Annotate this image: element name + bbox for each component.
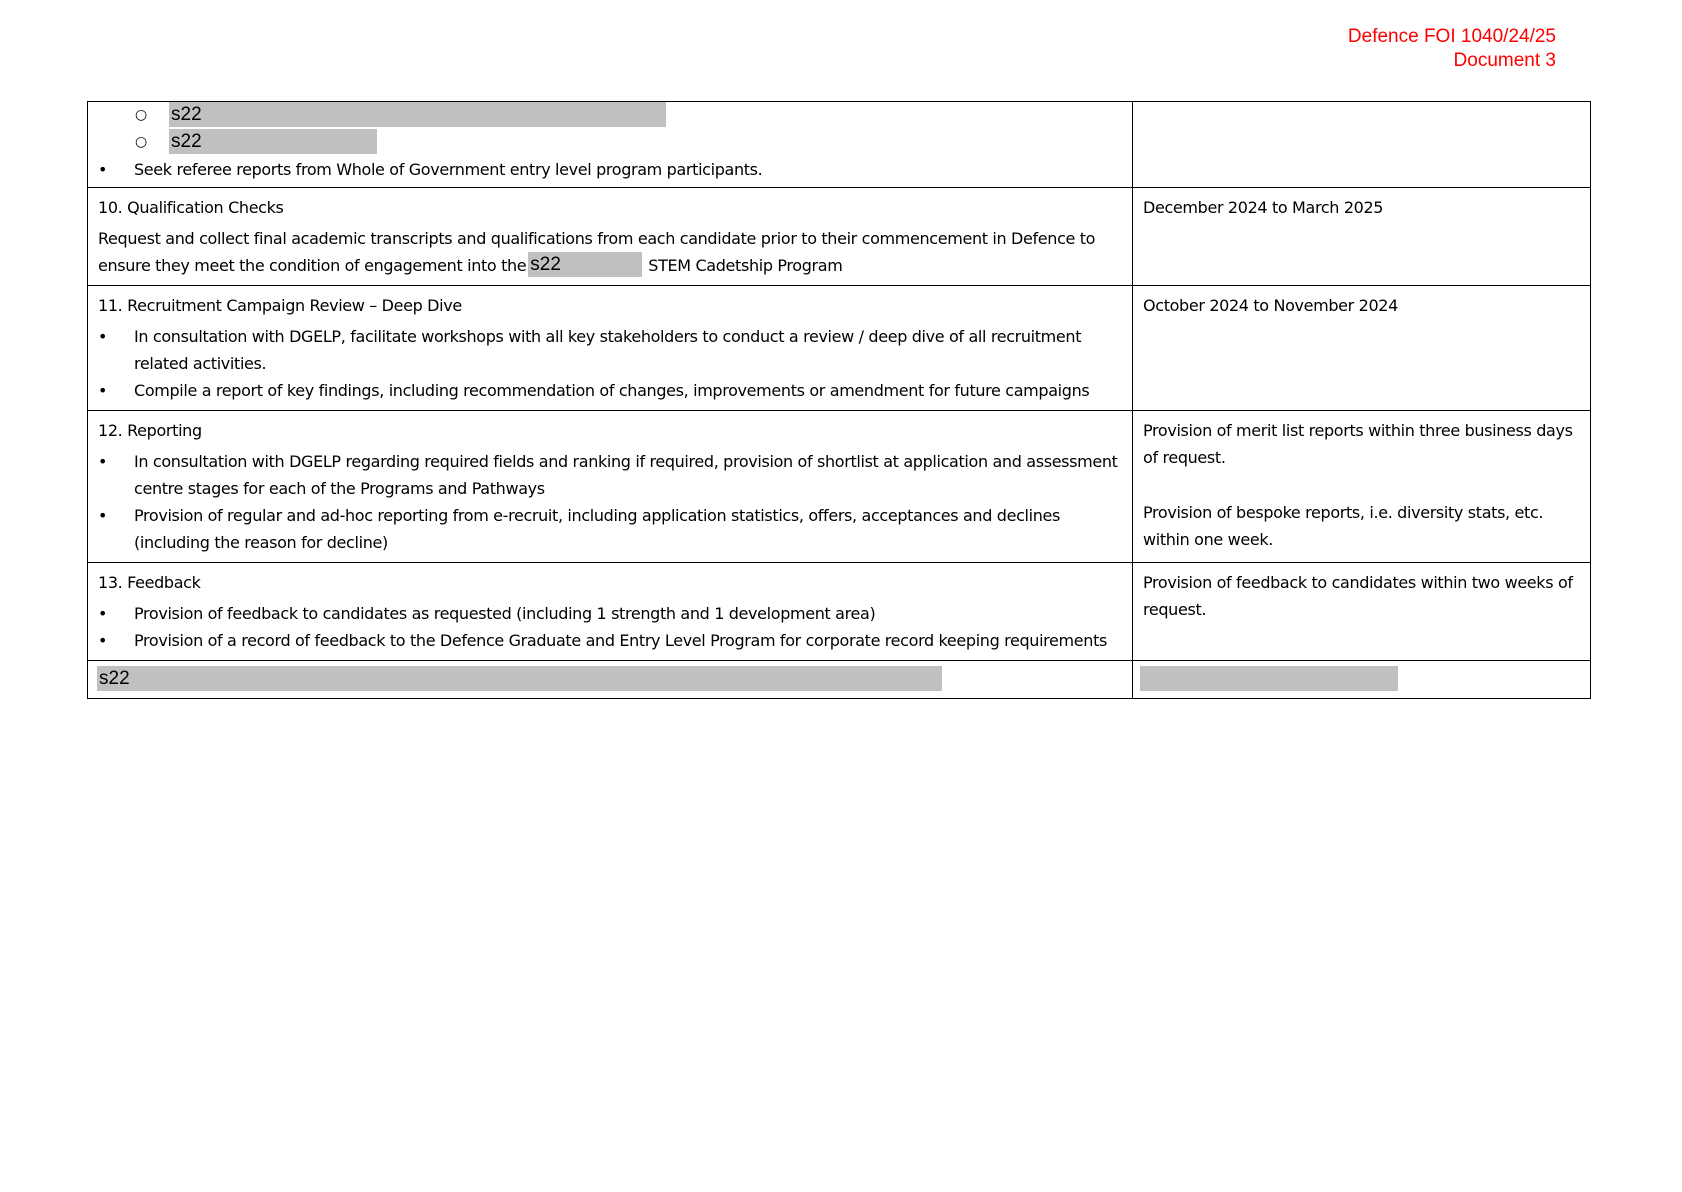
bullet-list bbox=[98, 448, 1122, 556]
timeframe-cell bbox=[1133, 411, 1591, 563]
timeframe-cell bbox=[1133, 188, 1591, 286]
table-row bbox=[88, 661, 1591, 699]
activity-title: 11. Recruitment Campaign Review – Deep Dive bbox=[98, 296, 462, 315]
spacer bbox=[1143, 471, 1580, 499]
timeframe-cell bbox=[1133, 563, 1591, 661]
timeframe-text: December 2024 to March 2025 bbox=[1143, 198, 1384, 217]
list-item: • Compile a report of key findings, including recommendation of changes, improvements or amendment for future campaigns bbox=[98, 377, 1122, 404]
timeframe-cell bbox=[1133, 661, 1591, 699]
foi-reference: Defence FOI 1040/24/25 bbox=[1347, 26, 1556, 47]
activity-cell bbox=[88, 286, 1133, 411]
document-number: Document 3 bbox=[1453, 50, 1556, 71]
activity-title: 12. Reporting bbox=[98, 421, 202, 440]
list-item: • In consultation with DGELP, facilitate workshops with all key stakeholders to conduct a review / deep dive of all recruitment related activities. bbox=[98, 323, 1122, 377]
description-text-end: STEM Cadetship Program bbox=[648, 256, 843, 275]
activity-cell bbox=[88, 411, 1133, 563]
bullet-list bbox=[98, 323, 1122, 404]
timeframe-text: Provision of feedback to candidates within two weeks of request. bbox=[1143, 573, 1573, 619]
deliverables-table bbox=[87, 101, 1591, 699]
activity-cell bbox=[88, 661, 1133, 699]
activity-title: 13. Feedback bbox=[98, 573, 201, 592]
sub-list bbox=[98, 102, 1122, 156]
description-text: Request and collect final academic transcripts and qualifications from each candidate prior to their commencement in Defence to ensure they meet the condition of engagement into the bbox=[98, 229, 1096, 275]
list-item: • Seek referee reports from Whole of Government entry level program participants. bbox=[98, 156, 1122, 183]
redaction-box: s22 bbox=[97, 666, 942, 691]
timeframe-text: Provision of merit list reports within three business days of request. bbox=[1143, 421, 1573, 467]
activity-description bbox=[98, 225, 1122, 279]
circle-bullet-icon: ○ bbox=[135, 107, 147, 123]
table-row bbox=[88, 286, 1591, 411]
activity-title: 10. Qualification Checks bbox=[98, 198, 284, 217]
list-item bbox=[98, 102, 1122, 129]
activity-cell bbox=[88, 563, 1133, 661]
list-item: • In consultation with DGELP regarding required fields and ranking if required, provision of shortlist at application and assessment centre stages for each of the Programs and Pathways bbox=[98, 448, 1122, 502]
timeframe-cell bbox=[1133, 286, 1591, 411]
table-row bbox=[88, 411, 1591, 563]
timeframe-cell bbox=[1133, 102, 1591, 188]
circle-bullet-icon: ○ bbox=[135, 134, 147, 150]
list-item: • Provision of a record of feedback to the Defence Graduate and Entry Level Program for corporate record keeping requirements bbox=[98, 627, 1122, 654]
list-item bbox=[98, 129, 1122, 156]
activity-cell bbox=[88, 188, 1133, 286]
redaction-box bbox=[1140, 666, 1398, 691]
redaction-box: s22 bbox=[169, 102, 666, 127]
table-row bbox=[88, 102, 1591, 188]
timeframe-text: Provision of bespoke reports, i.e. diversity stats, etc. within one week. bbox=[1143, 503, 1544, 549]
table-row bbox=[88, 188, 1591, 286]
activity-cell bbox=[88, 102, 1133, 188]
list-item: • Provision of feedback to candidates as requested (including 1 strength and 1 development area) bbox=[98, 600, 1122, 627]
table-row bbox=[88, 563, 1591, 661]
bullet-list bbox=[98, 156, 1122, 183]
foi-stamp bbox=[1348, 25, 1556, 73]
redaction-box: s22 bbox=[528, 252, 642, 277]
bullet-list bbox=[98, 600, 1122, 654]
list-item: • Provision of regular and ad-hoc reporting from e-recruit, including application statistics, offers, acceptances and declines (including the reason for decline) bbox=[98, 502, 1122, 556]
redaction-box: s22 bbox=[169, 129, 377, 154]
timeframe-text: October 2024 to November 2024 bbox=[1143, 296, 1398, 315]
